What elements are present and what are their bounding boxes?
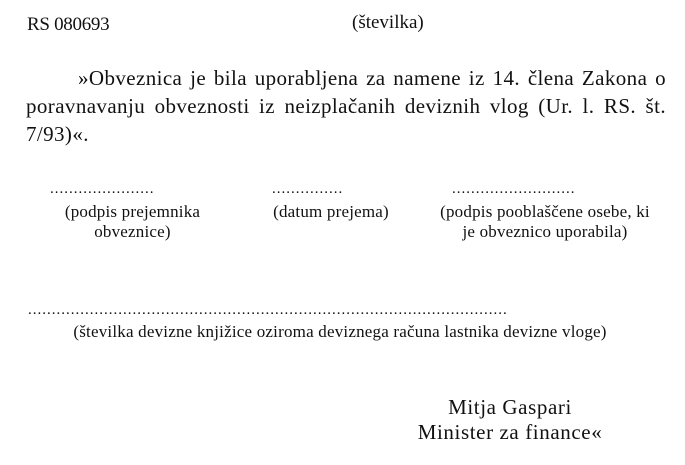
statement-paragraph: »Obveznica je bila uporabljena za namene iz 14. člena Zakona o poravnavanju obveznosti iz neizplačanih deviznih vlog (Ur. l. RS. št. 7/93)«. — [26, 66, 666, 146]
document-code: RS 080693 — [27, 14, 110, 35]
signatory-name: Mitja Gaspari — [448, 395, 572, 419]
account-number-label: (številka devizne knjižice oziroma deviznega računa lastnika devizne vloge) — [73, 322, 607, 341]
signatory-title: Minister za finance« — [417, 420, 603, 444]
receipt-date-line: ............... — [272, 182, 344, 196]
number-label: (številka) — [352, 12, 424, 33]
account-number-line: ..................................................................................................... — [28, 303, 508, 317]
authorized-person-signature-line: .......................... — [452, 182, 576, 196]
signatory-block — [380, 395, 640, 445]
recipient-signature-line: ...................... — [50, 182, 155, 196]
recipient-signature-label: (podpis prejemnika obveznice) — [64, 202, 201, 241]
receipt-date-label: (datum prejema) — [273, 202, 389, 221]
authorized-person-signature-label: (podpis pooblaščene osebe, ki je obveznico uporabila) — [440, 202, 650, 241]
